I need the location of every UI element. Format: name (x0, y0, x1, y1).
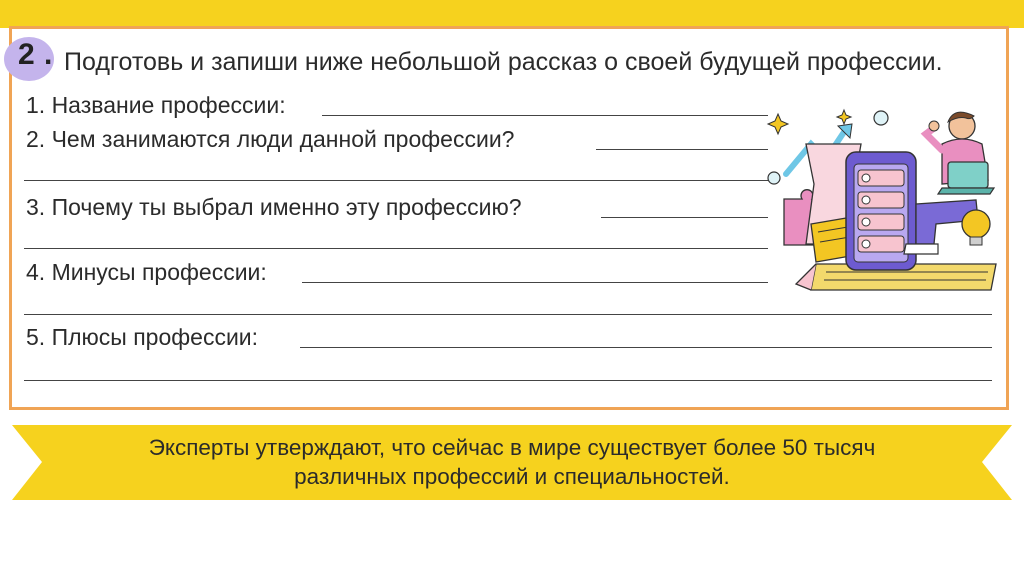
question-3-label: 3. Почему ты выбрал именно эту профессию? (26, 194, 522, 220)
answer-line-5a (300, 347, 992, 348)
answer-line-4b (24, 314, 992, 315)
answer-line-2a (596, 149, 768, 150)
task-number-dot: . (44, 38, 53, 71)
question-1-label: 1. Название профессии: (26, 92, 286, 118)
answer-line-3b (24, 248, 768, 249)
answer-line-5b (24, 380, 992, 381)
question-4-label: 4. Минусы профессии: (26, 259, 267, 285)
answer-line-1 (322, 115, 768, 116)
answer-line-4a (302, 282, 768, 283)
fact-banner-text (0, 433, 1024, 491)
top-yellow-band (0, 0, 1024, 28)
question-5-label: 5. Плюсы профессии: (26, 324, 259, 350)
fact-banner-line-2: различных профессий и специальностей. (294, 464, 730, 489)
question-2-label: 2. Чем занимаются люди данной профессии? (26, 126, 515, 152)
task-title: Подготовь и запиши ниже небольшой рассказ о своей будущей профессии. (64, 48, 943, 76)
profession-illustration (766, 104, 1002, 299)
answer-line-3a (601, 217, 768, 218)
answer-line-2b (24, 180, 768, 181)
task-number: 2 (18, 38, 35, 71)
fact-banner-line-1: Эксперты утверждают, что сейчас в мире существует более 50 тысяч (148, 435, 876, 460)
